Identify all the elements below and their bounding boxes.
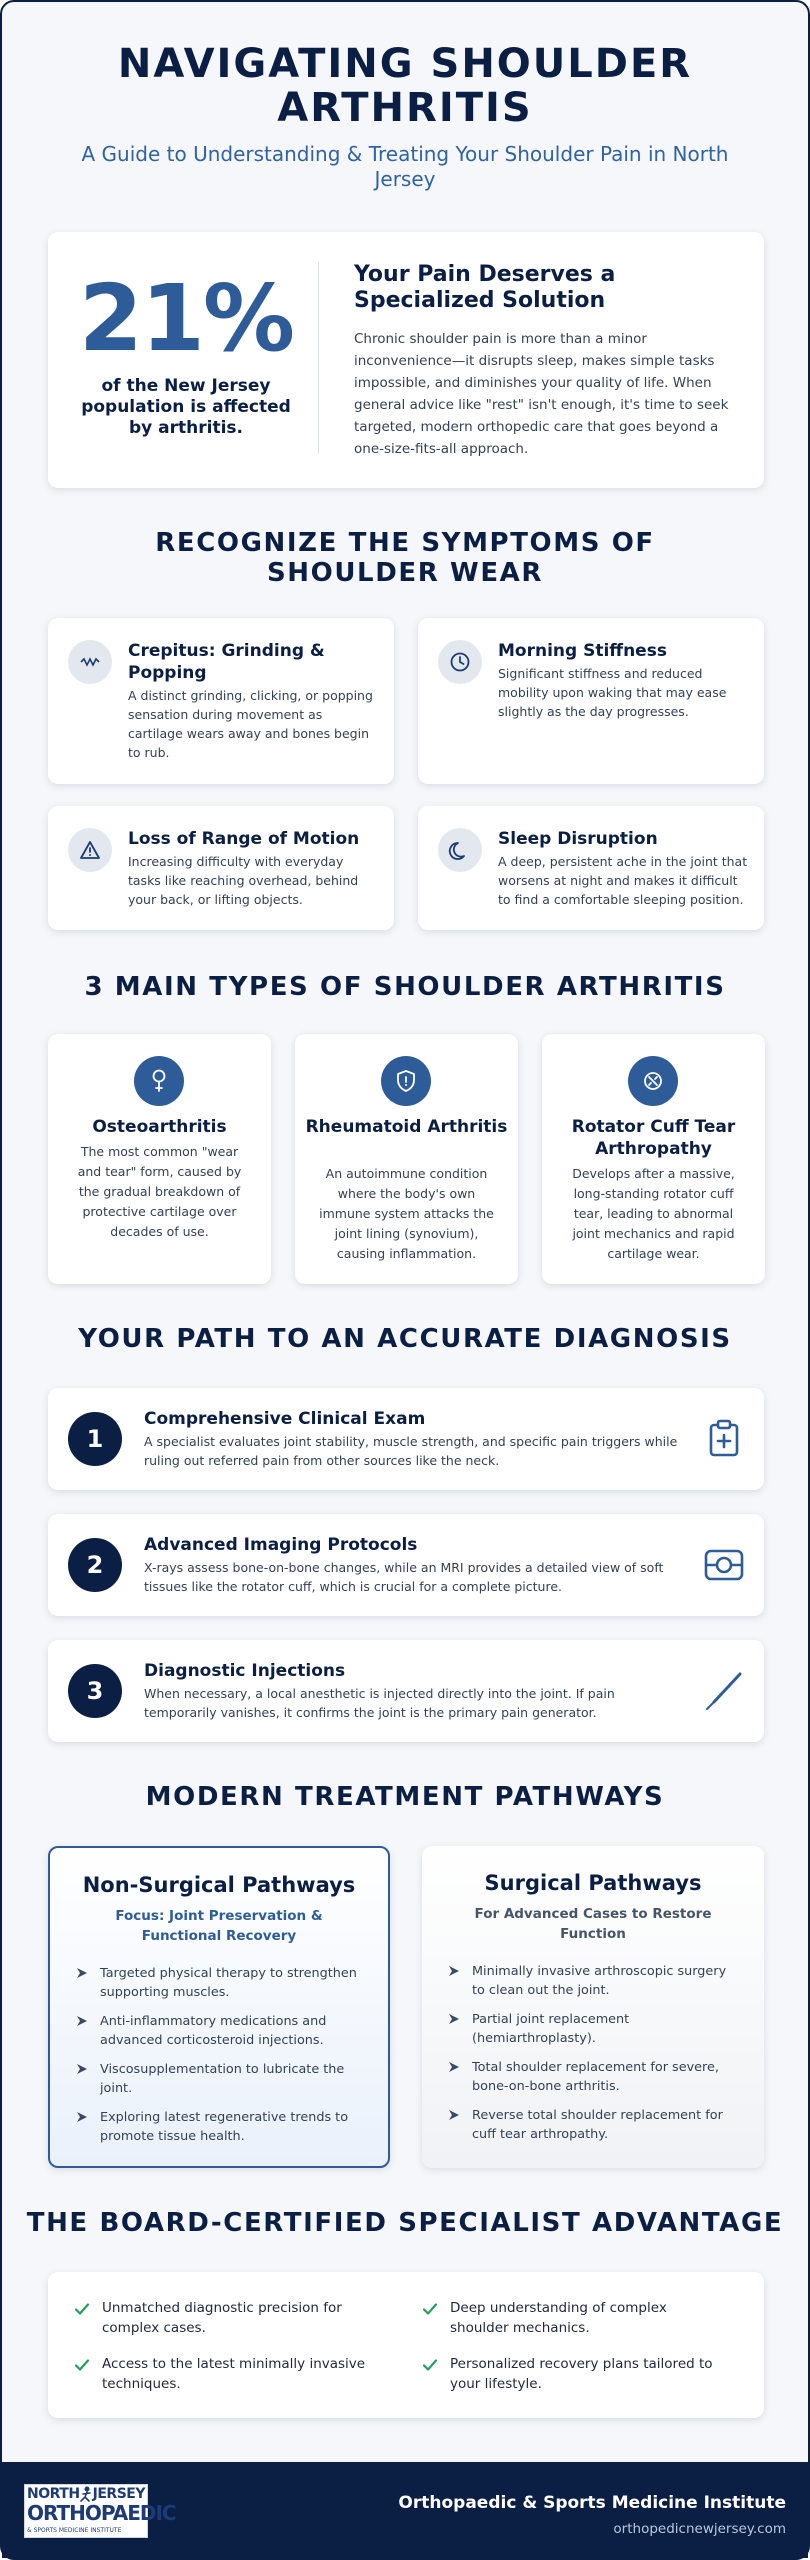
clipboard-plus-icon [702, 1417, 746, 1461]
syringe-icon [702, 1669, 746, 1713]
type-title: Rotator Cuff Tear Arthropathy [571, 1117, 736, 1159]
advantage-item: Unmatched diagnostic precision for complex cases. [74, 2298, 374, 2338]
list-item: Total shoulder replacement for severe, bone-on-bone arthritis. [448, 2058, 738, 2096]
intro-divider [318, 262, 319, 454]
symptom-title: Loss of Range of Motion [128, 829, 360, 849]
page-subtitle: A Guide to Understanding & Treating Your Shoulder Pain in North Jersey [81, 142, 729, 191]
chevron-right-icon [448, 2061, 460, 2073]
pathway-list [448, 1962, 738, 2154]
institute-name: Orthopaedic & Sports Medicine Institute [398, 2493, 786, 2513]
logo-text-jersey: JERSEY [92, 2486, 145, 2502]
advantage-title: THE BOARD-CERTIFIED SPECIALIST ADVANTAGE [26, 2208, 784, 2238]
diagnosis-step-2 [48, 1514, 764, 1616]
advantage-card [48, 2272, 764, 2418]
hero-section [2, 42, 808, 192]
stat-label: of the New Jersey population is affected by arthritis. [81, 376, 291, 438]
logo-text-orthopaedic: ORTHOPAEDIC [27, 2501, 176, 2525]
symptom-title: Crepitus: Grinding & Popping [128, 641, 325, 683]
chevron-right-icon [76, 2111, 88, 2123]
symptom-title: Morning Stiffness [498, 641, 667, 661]
step-number: 2 [68, 1538, 122, 1592]
pathway-focus: For Advanced Cases to Restore Function [474, 1906, 712, 1942]
logo-text-north: NORTH [27, 2486, 80, 2502]
institute-logo[interactable] [24, 2484, 176, 2538]
symptom-card-range-of-motion [48, 806, 394, 930]
page-title: NAVIGATING SHOULDER ARTHRITIS [117, 41, 693, 131]
step-number: 3 [68, 1664, 122, 1718]
waveform-icon [68, 640, 112, 684]
step-number: 1 [68, 1412, 122, 1466]
chevron-right-icon [76, 2015, 88, 2027]
step-title: Advanced Imaging Protocols [144, 1535, 418, 1555]
advantage-item: Access to the latest minimally invasive techniques. [74, 2354, 374, 2394]
advantage-item: Deep understanding of complex shoulder mechanics. [422, 2298, 722, 2338]
list-item: Viscosupplementation to lubricate the joint. [76, 2060, 362, 2098]
symptom-desc: Increasing difficulty with everyday tasks like reaching overhead, behind your back, or lifting objects. [128, 854, 359, 907]
pathway-title: Surgical Pathways [484, 1871, 702, 1895]
type-title: Rheumatoid Arthritis [305, 1117, 508, 1137]
symptom-card-sleep [418, 806, 764, 930]
check-icon [74, 2357, 90, 2373]
moon-icon [438, 828, 482, 872]
website-link[interactable]: orthopedicnewjersey.com [613, 2521, 786, 2537]
torn-tissue-icon [628, 1056, 678, 1106]
type-card-rheumatoid [295, 1034, 518, 1284]
step-title: Comprehensive Clinical Exam [144, 1409, 426, 1429]
clock-icon [438, 640, 482, 684]
check-icon [422, 2357, 438, 2373]
chevron-right-icon [448, 2109, 460, 2121]
type-desc: An autoimmune condition where the body's own immune system attacks the joint lining (synovium), causing inflammation. [319, 1166, 494, 1261]
imaging-scanner-icon [702, 1543, 746, 1587]
intro-body: Chronic shoulder pain is more than a minor inconvenience—it disrupts sleep, makes simple tasks impossible, and diminishes your quality of life. When general advice like "rest" isn't enough, it's time to seek targeted, modern orthopedic care that goes beyond a one-size-fits-all approach. [354, 331, 729, 457]
non-surgical-card [48, 1846, 390, 2168]
bone-icon [134, 1056, 184, 1106]
pathway-list [76, 1964, 362, 2156]
intro-text [354, 262, 744, 460]
symptom-desc: A distinct grinding, clicking, or popping sensation during movement as cartilage wears away and bones begin to rub. [128, 688, 373, 760]
symptom-card-crepitus [48, 618, 394, 784]
list-item: Targeted physical therapy to strengthen supporting muscles. [76, 1964, 362, 2002]
step-desc: X-rays assess bone-on-bone changes, while an MRI provides a detailed view of soft tissues like the rotator cuff, which is crucial for a complete picture. [144, 1560, 664, 1594]
warning-icon [68, 828, 112, 872]
type-title: Osteoarthritis [92, 1117, 227, 1137]
logo-text-sub: & SPORTS MEDICINE INSTITUTE [27, 2527, 122, 2534]
list-item: Reverse total shoulder replacement for cuff tear arthropathy. [448, 2106, 738, 2144]
chevron-right-icon [448, 2013, 460, 2025]
advantage-item: Personalized recovery plans tailored to your lifestyle. [422, 2354, 722, 2394]
list-item: Partial joint replacement (hemiarthroplasty). [448, 2010, 738, 2048]
surgical-card [422, 1846, 764, 2168]
footer [2, 2462, 808, 2558]
step-title: Diagnostic Injections [144, 1661, 346, 1681]
type-desc: Develops after a massive, long-standing rotator cuff tear, leading to abnormal joint mechanics and rapid cartilage wear. [572, 1166, 735, 1261]
diagnosis-title: YOUR PATH TO AN ACCURATE DIAGNOSIS [78, 1324, 732, 1354]
types-title: 3 MAIN TYPES OF SHOULDER ARTHRITIS [84, 972, 726, 1002]
chevron-right-icon [76, 1967, 88, 1979]
diagnosis-step-1 [48, 1388, 764, 1490]
intro-card [48, 232, 764, 488]
symptoms-title: RECOGNIZE THE SYMPTOMS OF SHOULDER WEAR [155, 528, 655, 588]
check-icon [74, 2301, 90, 2317]
symptom-desc: Significant stiffness and reduced mobility upon waking that may ease slightly as the day progresses. [498, 666, 727, 719]
check-icon [422, 2301, 438, 2317]
type-card-osteoarthritis [48, 1034, 271, 1284]
chevron-right-icon [448, 1965, 460, 1977]
symptom-desc: A deep, persistent ache in the joint that worsens at night and makes it difficult to find a comfortable sleeping position. [498, 854, 748, 907]
type-card-rotator-cuff [542, 1034, 765, 1284]
pathway-title: Non-Surgical Pathways [82, 1873, 356, 1897]
stat-value: 21% [78, 265, 294, 372]
pathway-focus: Focus: Joint Preservation & Functional Recovery [115, 1908, 323, 1944]
step-desc: When necessary, a local anesthetic is injected directly into the joint. If pain temporarily vanishes, it confirms the joint is the primary pain generator. [144, 1686, 615, 1720]
stat-block [68, 265, 304, 439]
list-item: Minimally invasive arthroscopic surgery to clean out the joint. [448, 1962, 738, 2000]
intro-heading: Your Pain Deserves a Specialized Solution [354, 262, 616, 313]
step-desc: A specialist evaluates joint stability, muscle strength, and specific pain triggers while ruling out referred pain from other sources like the neck. [144, 1434, 678, 1468]
list-item: Exploring latest regenerative trends to promote tissue health. [76, 2108, 362, 2146]
chevron-right-icon [76, 2063, 88, 2075]
treatment-title: MODERN TREATMENT PATHWAYS [145, 1782, 665, 1812]
type-desc: The most common "wear and tear" form, caused by the gradual breakdown of protective cartilage over decades of use. [77, 1144, 242, 1239]
list-item: Anti-inflammatory medications and advanced corticosteroid injections. [76, 2012, 362, 2050]
symptom-card-stiffness [418, 618, 764, 784]
diagnosis-step-3 [48, 1640, 764, 1742]
symptom-title: Sleep Disruption [498, 829, 658, 849]
shield-alert-icon [381, 1056, 431, 1106]
